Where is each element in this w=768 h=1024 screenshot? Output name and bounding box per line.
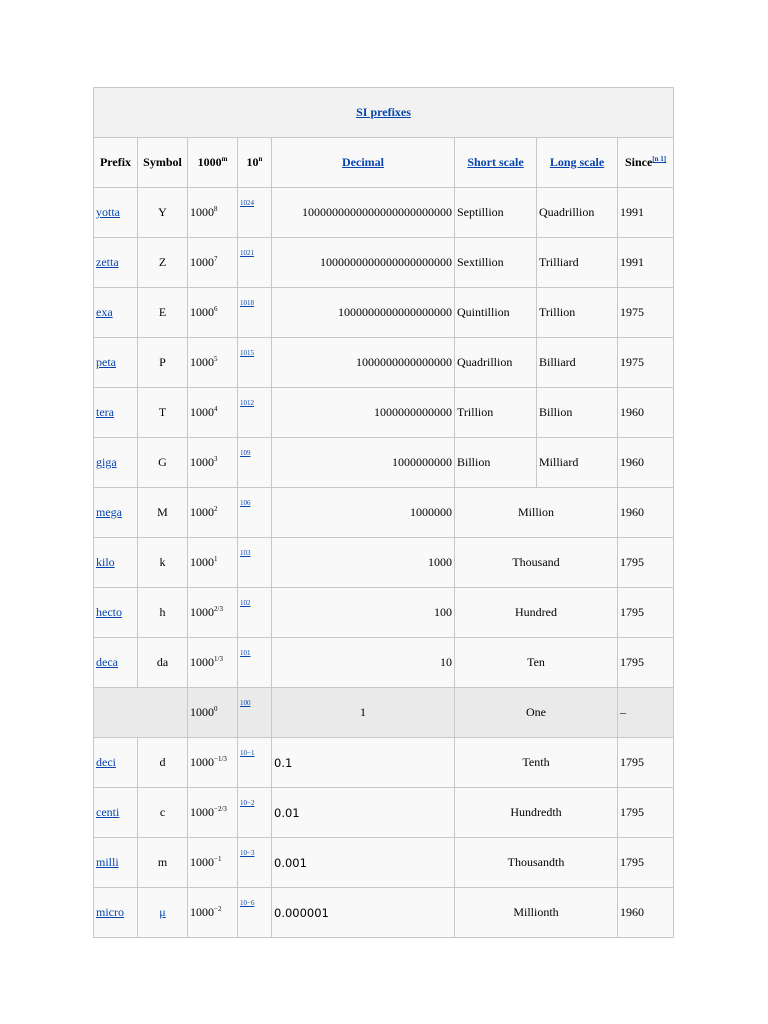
since-year: 1795 <box>620 855 644 869</box>
table-row <box>94 838 674 888</box>
short-scale-name: Billion <box>457 455 491 469</box>
thousand-exponent: 4 <box>214 405 218 413</box>
scale-name-cell <box>455 738 618 788</box>
decimal-value: 0.001 <box>274 855 307 870</box>
thousand-exponent: −2 <box>214 905 222 913</box>
long-scale-name: Trillion <box>539 305 576 319</box>
symbol-value: da <box>156 655 169 669</box>
table-row <box>94 738 674 788</box>
ten-power-cell <box>238 538 272 588</box>
thousand-base: 1000 <box>190 505 214 519</box>
prefix-link[interactable]: deci <box>96 755 116 769</box>
decimal-cell <box>272 788 455 838</box>
ten-power-cell <box>238 638 272 688</box>
since-year: 1960 <box>620 455 644 469</box>
prefix-link[interactable]: hecto <box>96 605 122 619</box>
header-thousand-exp: m <box>221 155 228 163</box>
thousand-base: 1000 <box>190 255 214 269</box>
scale-name: Hundredth <box>510 805 562 819</box>
decimal-cell <box>272 338 455 388</box>
prefix-symbol-empty-cell <box>94 688 188 738</box>
decimal-value: 1000000000000000000000 <box>320 255 452 269</box>
ten-power-cell <box>238 438 272 488</box>
since-year: 1991 <box>620 205 644 219</box>
table-row <box>94 538 674 588</box>
long-scale-name: Billiard <box>539 355 576 369</box>
table-row <box>94 338 674 388</box>
long-scale-cell <box>537 238 618 288</box>
symbol-value: P <box>159 355 166 369</box>
ten-power-cell <box>238 788 272 838</box>
decimal-value: 100 <box>434 605 452 619</box>
decimal-cell <box>272 638 455 688</box>
thousand-power-cell <box>188 438 238 488</box>
thousand-base: 1000 <box>190 805 214 819</box>
thousand-power-cell <box>188 688 238 738</box>
scale-name: Thousandth <box>507 855 565 869</box>
ten-power-link[interactable]: 103 <box>240 549 251 557</box>
since-cell <box>618 688 674 738</box>
prefix-cell <box>94 288 138 338</box>
since-cell <box>618 888 674 938</box>
thousand-base: 1000 <box>190 655 214 669</box>
scale-name-cell <box>455 688 618 738</box>
short-scale-cell <box>455 388 537 438</box>
thousand-base: 1000 <box>190 755 214 769</box>
scale-name-cell <box>455 488 618 538</box>
since-cell <box>618 338 674 388</box>
ten-power-link[interactable]: 10−6 <box>240 899 255 907</box>
since-cell <box>618 438 674 488</box>
ten-power-link[interactable]: 1015 <box>240 349 254 357</box>
prefix-link[interactable]: kilo <box>96 555 115 569</box>
thousand-power-cell <box>188 338 238 388</box>
table-title-link[interactable]: SI prefixes <box>356 105 411 119</box>
symbol-link[interactable]: μ <box>159 905 166 919</box>
decimal-value: 0.1 <box>274 755 293 770</box>
thousand-exponent: −1 <box>214 855 222 863</box>
decimal-cell <box>272 288 455 338</box>
ten-power-link[interactable]: 100 <box>240 699 251 707</box>
scale-name: Tenth <box>522 755 550 769</box>
short-scale-cell <box>455 338 537 388</box>
decimal-value: 1000000000 <box>392 455 452 469</box>
header-thousand-base: 1000 <box>197 155 222 169</box>
since-cell <box>618 588 674 638</box>
short-scale-cell <box>455 238 537 288</box>
thousand-power-cell <box>188 238 238 288</box>
short-scale-cell <box>455 438 537 488</box>
header-decimal <box>272 138 455 188</box>
thousand-exponent: 8 <box>214 205 218 213</box>
prefix-cell <box>94 338 138 388</box>
ten-power-cell <box>238 488 272 538</box>
short-scale-cell <box>455 288 537 338</box>
header-long-scale-link[interactable]: Long scale <box>549 155 605 169</box>
symbol-value: M <box>157 505 168 519</box>
decimal-value: 1000000 <box>410 505 452 519</box>
ten-power-cell <box>238 588 272 638</box>
symbol-cell <box>138 438 188 488</box>
thousand-exponent: 3 <box>214 455 218 463</box>
thousand-base: 1000 <box>190 205 214 219</box>
prefix-link[interactable]: peta <box>96 355 116 369</box>
header-ten-base: 10 <box>246 155 259 169</box>
decimal-cell <box>272 438 455 488</box>
short-scale-cell <box>455 188 537 238</box>
symbol-cell <box>138 188 188 238</box>
short-scale-name: Septillion <box>457 205 504 219</box>
symbol-value: G <box>158 455 167 469</box>
prefix-cell <box>94 238 138 288</box>
table-row <box>94 788 674 838</box>
thousand-base: 1000 <box>190 855 214 869</box>
prefix-link[interactable]: centi <box>96 805 120 819</box>
scale-name: Thousand <box>512 555 560 569</box>
since-year: 1975 <box>620 305 644 319</box>
prefix-link[interactable]: exa <box>96 305 113 319</box>
ten-power-cell <box>238 288 272 338</box>
thousand-power-cell <box>188 888 238 938</box>
since-year: 1960 <box>620 505 644 519</box>
symbol-cell <box>138 638 188 688</box>
symbol-cell <box>138 338 188 388</box>
decimal-cell <box>272 238 455 288</box>
thousand-power-cell <box>188 388 238 438</box>
table-row <box>94 438 674 488</box>
decimal-value: 10 <box>440 655 452 669</box>
ten-power-link[interactable]: 102 <box>240 599 251 607</box>
header-thousand-power <box>188 138 238 188</box>
ten-power-cell <box>238 738 272 788</box>
prefix-cell <box>94 438 138 488</box>
ten-power-link[interactable]: 1018 <box>240 299 254 307</box>
prefix-cell <box>94 888 138 938</box>
since-year: 1795 <box>620 805 644 819</box>
symbol-cell <box>138 538 188 588</box>
decimal-value: 1000000000000000000000000 <box>302 205 452 219</box>
header-long-scale <box>537 138 618 188</box>
table-title-cell <box>94 88 674 138</box>
prefix-cell <box>94 538 138 588</box>
table-row <box>94 688 674 738</box>
table-row <box>94 488 674 538</box>
symbol-cell <box>138 588 188 638</box>
since-year: 1795 <box>620 755 644 769</box>
thousand-power-cell <box>188 588 238 638</box>
ten-power-cell <box>238 238 272 288</box>
since-year: 1991 <box>620 255 644 269</box>
symbol-value: Z <box>158 255 167 269</box>
prefix-link[interactable]: tera <box>96 405 114 419</box>
header-since-ref-link[interactable]: [n 1] <box>652 155 667 163</box>
header-row <box>94 138 674 188</box>
scale-name-cell <box>455 538 618 588</box>
si-prefixes-table <box>93 87 674 938</box>
since-cell <box>618 738 674 788</box>
prefix-cell <box>94 788 138 838</box>
prefix-cell <box>94 488 138 538</box>
symbol-value: T <box>158 405 167 419</box>
thousand-power-cell <box>188 488 238 538</box>
header-short-scale-link[interactable]: Short scale <box>467 155 524 169</box>
since-cell <box>618 388 674 438</box>
long-scale-cell <box>537 438 618 488</box>
header-short-scale <box>455 138 537 188</box>
symbol-cell <box>138 488 188 538</box>
symbol-value: c <box>159 805 166 819</box>
thousand-exponent: 1 <box>214 555 218 563</box>
long-scale-name: Milliard <box>539 455 579 469</box>
long-scale-cell <box>537 288 618 338</box>
prefix-link[interactable]: milli <box>96 855 119 869</box>
header-prefix: Prefix <box>94 138 138 188</box>
since-year: 1960 <box>620 905 644 919</box>
decimal-value: 0.01 <box>274 805 300 820</box>
symbol-value: d <box>159 755 166 769</box>
decimal-cell <box>272 538 455 588</box>
thousand-exponent: −2/3 <box>214 805 227 813</box>
header-symbol: Symbol <box>138 138 188 188</box>
since-cell <box>618 288 674 338</box>
header-ten-exp: n <box>258 155 263 163</box>
decimal-value: 1 <box>360 705 366 719</box>
thousand-base: 1000 <box>190 705 214 719</box>
prefix-cell <box>94 388 138 438</box>
scale-name-cell <box>455 838 618 888</box>
thousand-base: 1000 <box>190 305 214 319</box>
table-row <box>94 638 674 688</box>
long-scale-name: Trilliard <box>539 255 579 269</box>
thousand-base: 1000 <box>190 355 214 369</box>
ten-power-cell <box>238 338 272 388</box>
thousand-exponent: 0 <box>214 705 218 713</box>
table-row <box>94 238 674 288</box>
scale-name: Million <box>517 505 554 519</box>
scale-name-cell <box>455 588 618 638</box>
thousand-power-cell <box>188 738 238 788</box>
since-cell <box>618 538 674 588</box>
prefix-cell <box>94 588 138 638</box>
prefix-link[interactable]: zetta <box>96 255 119 269</box>
table-row <box>94 888 674 938</box>
ten-power-link[interactable]: 109 <box>240 449 251 457</box>
prefix-cell <box>94 638 138 688</box>
ten-power-cell <box>238 688 272 738</box>
prefix-link[interactable]: giga <box>96 455 117 469</box>
since-year: 1795 <box>620 555 644 569</box>
thousand-base: 1000 <box>190 455 214 469</box>
ten-power-cell <box>238 388 272 438</box>
since-cell <box>618 638 674 688</box>
header-since <box>618 138 674 188</box>
since-year: 1960 <box>620 405 644 419</box>
symbol-cell <box>138 288 188 338</box>
scale-name: Millionth <box>513 905 559 919</box>
long-scale-name: Billion <box>539 405 573 419</box>
thousand-power-cell <box>188 838 238 888</box>
long-scale-cell <box>537 338 618 388</box>
prefix-cell <box>94 188 138 238</box>
since-year: 1795 <box>620 655 644 669</box>
thousand-power-cell <box>188 538 238 588</box>
ten-power-link[interactable]: 1021 <box>240 249 254 257</box>
long-scale-name: Quadrillion <box>539 205 595 219</box>
decimal-value: 0.000001 <box>274 905 329 920</box>
thousand-power-cell <box>188 788 238 838</box>
ten-power-link[interactable]: 1024 <box>240 199 254 207</box>
thousand-exponent: 2/3 <box>214 605 223 613</box>
since-cell <box>618 188 674 238</box>
decimal-cell <box>272 838 455 888</box>
short-scale-name: Quadrillion <box>457 355 513 369</box>
symbol-value: Y <box>158 205 167 219</box>
since-year: – <box>620 705 626 719</box>
since-cell <box>618 838 674 888</box>
decimal-cell <box>272 188 455 238</box>
prefix-link[interactable]: deca <box>96 655 118 669</box>
symbol-cell <box>138 888 188 938</box>
ten-power-link[interactable]: 10−3 <box>240 849 255 857</box>
since-cell <box>618 488 674 538</box>
long-scale-cell <box>537 188 618 238</box>
prefix-cell <box>94 738 138 788</box>
since-year: 1975 <box>620 355 644 369</box>
ten-power-link[interactable]: 106 <box>240 499 251 507</box>
decimal-value: 1000 <box>428 555 452 569</box>
thousand-exponent: −1/3 <box>214 755 227 763</box>
long-scale-cell <box>537 388 618 438</box>
symbol-cell <box>138 838 188 888</box>
scale-name: Ten <box>527 655 545 669</box>
ten-power-link[interactable]: 10−2 <box>240 799 255 807</box>
table-row <box>94 188 674 238</box>
prefix-cell <box>94 838 138 888</box>
short-scale-name: Trillion <box>457 405 494 419</box>
ten-power-cell <box>238 838 272 888</box>
since-year: 1795 <box>620 605 644 619</box>
prefix-link[interactable]: micro <box>96 905 124 919</box>
ten-power-cell <box>238 188 272 238</box>
header-since-label: Since <box>624 155 653 169</box>
ten-power-link[interactable]: 1012 <box>240 399 254 407</box>
decimal-cell <box>272 738 455 788</box>
table-row <box>94 588 674 638</box>
decimal-value: 1000000000000000 <box>356 355 452 369</box>
thousand-power-cell <box>188 638 238 688</box>
thousand-exponent: 2 <box>214 505 218 513</box>
ten-power-link[interactable]: 10−1 <box>240 749 255 757</box>
thousand-exponent: 5 <box>214 355 218 363</box>
symbol-value: E <box>158 305 167 319</box>
header-decimal-link[interactable]: Decimal <box>342 155 384 169</box>
symbol-cell <box>138 738 188 788</box>
since-cell <box>618 788 674 838</box>
scale-name-cell <box>455 888 618 938</box>
since-cell <box>618 238 674 288</box>
decimal-cell <box>272 888 455 938</box>
table-row <box>94 388 674 438</box>
thousand-base: 1000 <box>190 405 214 419</box>
thousand-base: 1000 <box>190 605 214 619</box>
scale-name-cell <box>455 638 618 688</box>
scale-name-cell <box>455 788 618 838</box>
thousand-power-cell <box>188 288 238 338</box>
thousand-base: 1000 <box>190 555 214 569</box>
scale-name: One <box>526 705 546 719</box>
symbol-value: k <box>159 555 166 569</box>
thousand-exponent: 1/3 <box>214 655 223 663</box>
ten-power-link[interactable]: 101 <box>240 649 251 657</box>
symbol-cell <box>138 788 188 838</box>
decimal-value: 1000000000000000000 <box>338 305 452 319</box>
thousand-base: 1000 <box>190 905 214 919</box>
scale-name: Hundred <box>515 605 557 619</box>
decimal-cell <box>272 688 455 738</box>
symbol-cell <box>138 238 188 288</box>
decimal-value: 1000000000000 <box>374 405 452 419</box>
symbol-value: m <box>157 855 168 869</box>
table-row <box>94 288 674 338</box>
thousand-exponent: 6 <box>214 305 218 313</box>
prefix-link[interactable]: yotta <box>96 205 120 219</box>
symbol-value: h <box>159 605 166 619</box>
short-scale-name: Sextillion <box>457 255 504 269</box>
decimal-cell <box>272 588 455 638</box>
short-scale-name: Quintillion <box>457 305 510 319</box>
prefix-link[interactable]: mega <box>96 505 122 519</box>
decimal-cell <box>272 388 455 438</box>
thousand-exponent: 7 <box>214 255 218 263</box>
symbol-cell <box>138 388 188 438</box>
decimal-cell <box>272 488 455 538</box>
thousand-power-cell <box>188 188 238 238</box>
header-ten-power <box>238 138 272 188</box>
ten-power-cell <box>238 888 272 938</box>
